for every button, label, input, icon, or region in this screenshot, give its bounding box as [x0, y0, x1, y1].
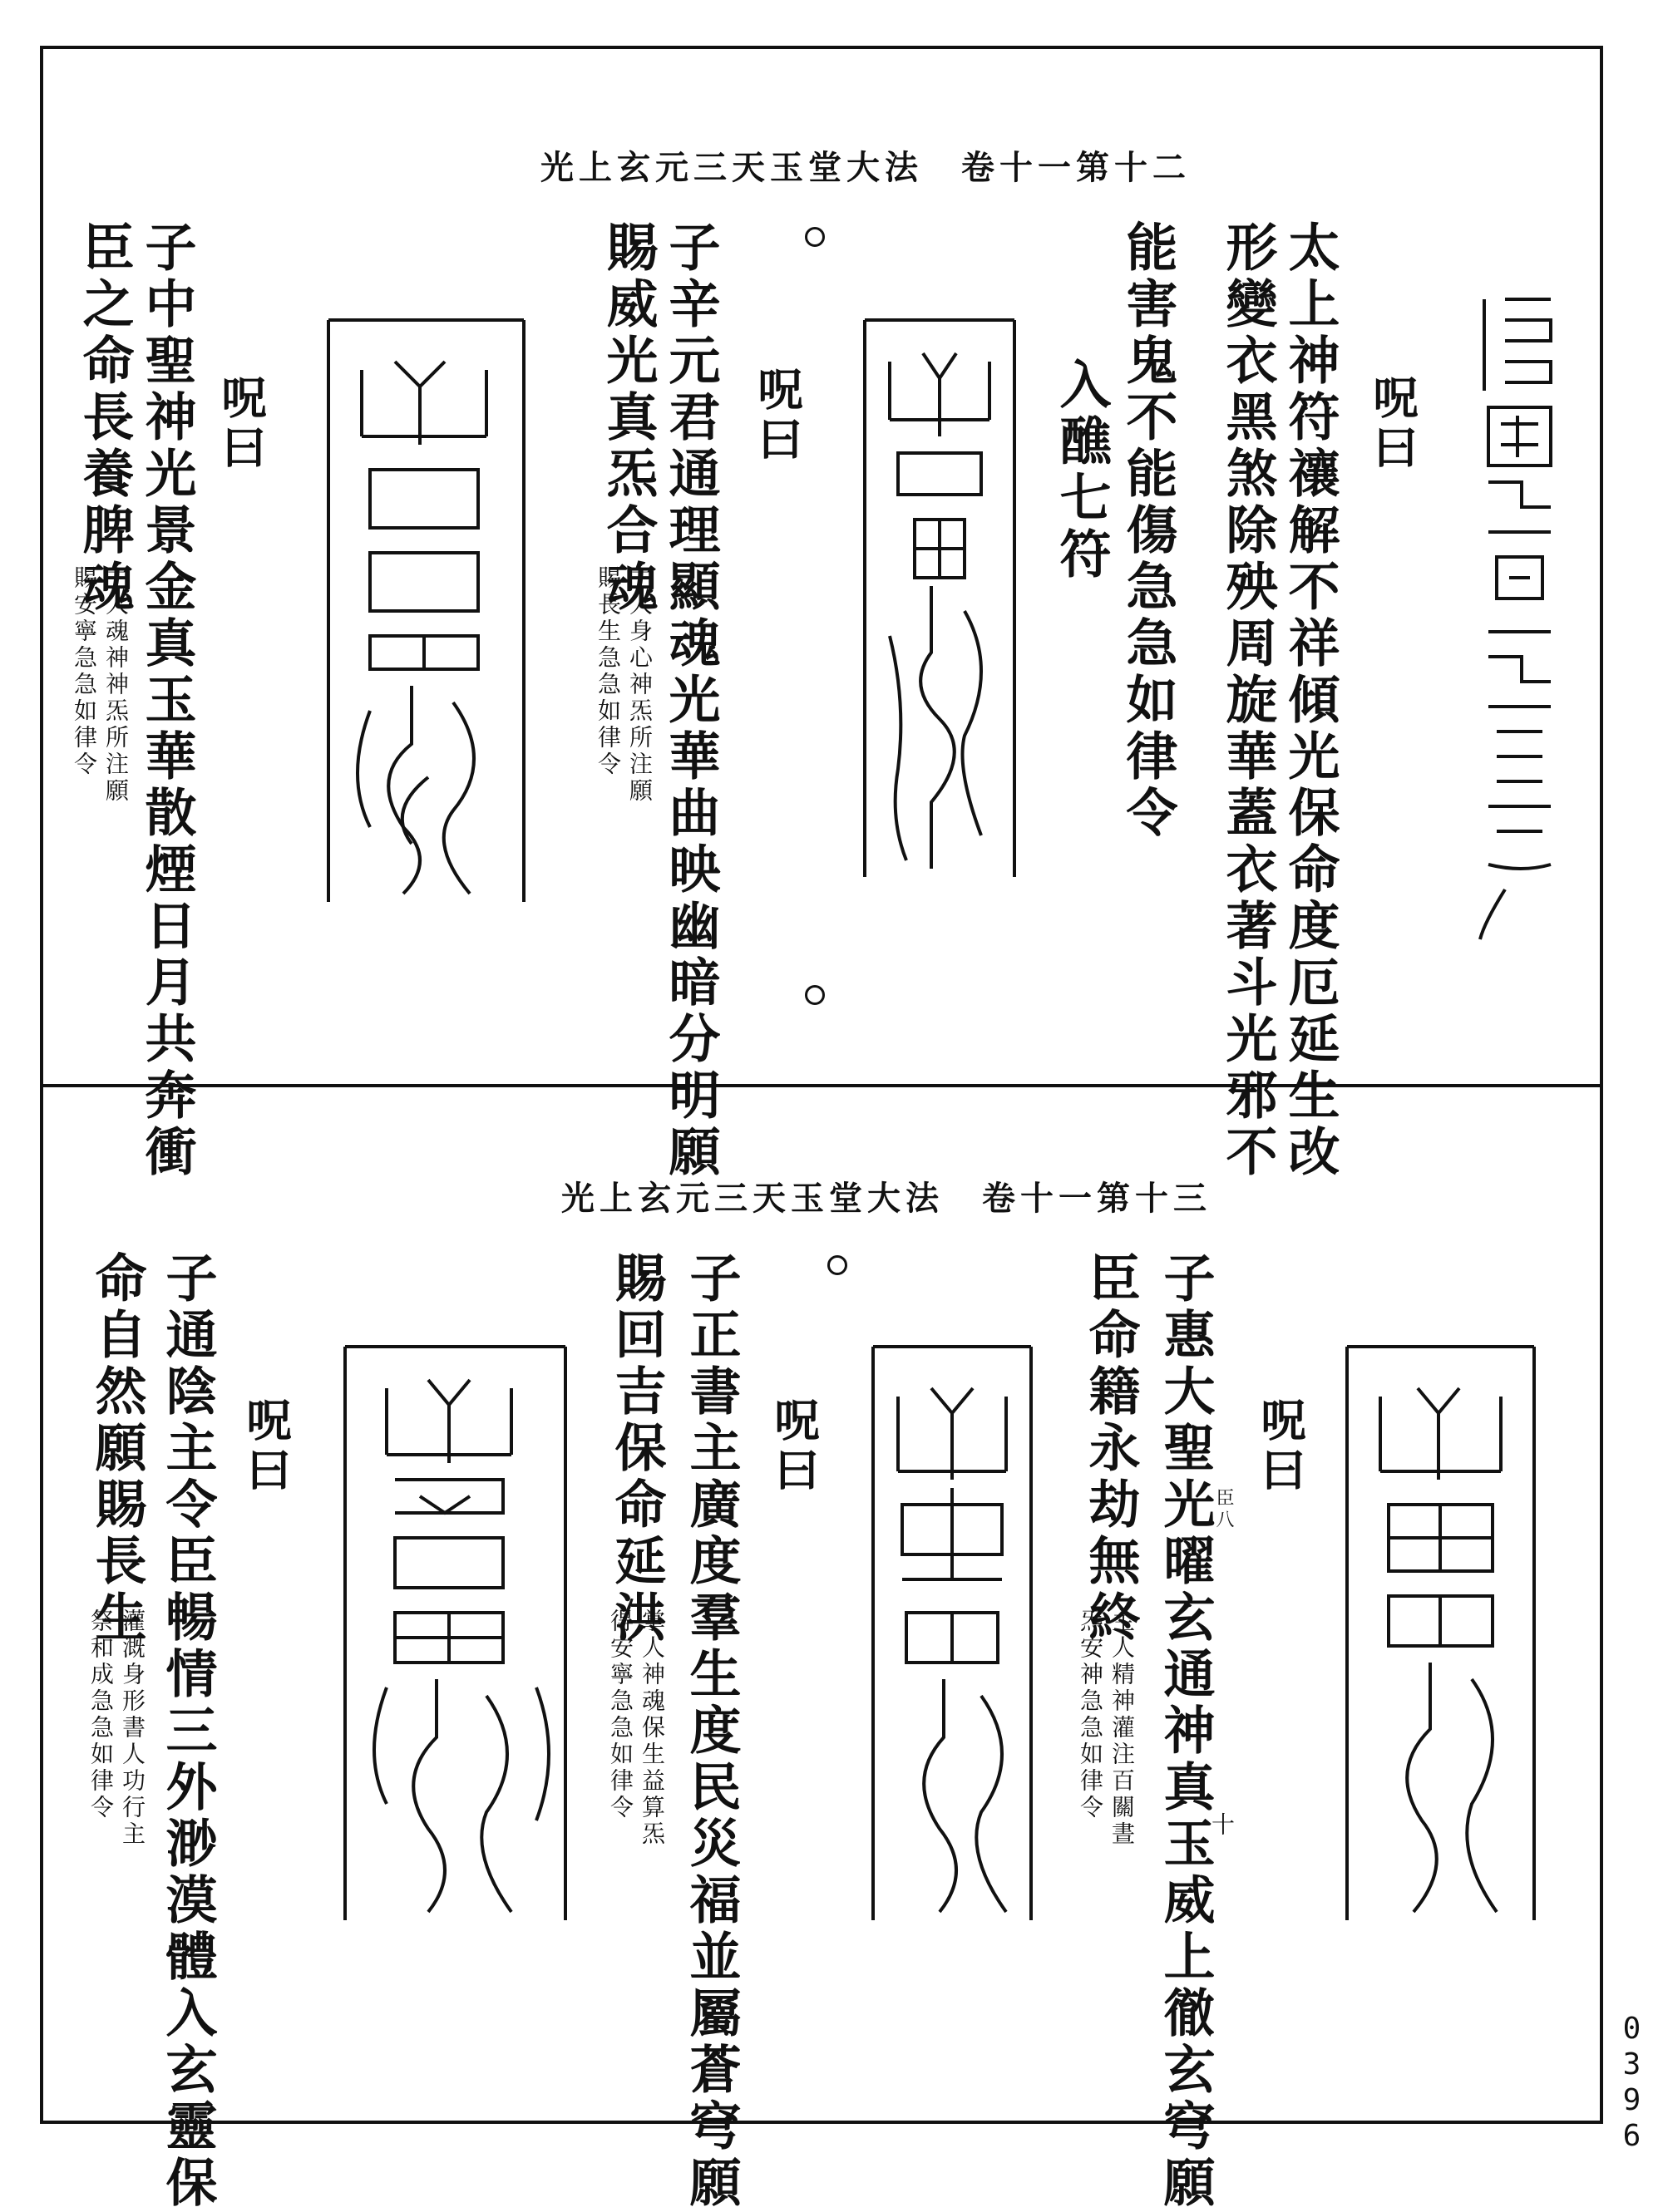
- bottom-s3-note2: 祭和成急急如律令: [87, 1609, 115, 1821]
- top-s3-note1: 主人魂神神炁所注願: [102, 565, 130, 805]
- bottom-s2-line1: 子正書主廣度羣生度民災福並屬蒼穹願: [681, 1251, 742, 2212]
- bottom-s1-mark2: 十: [1208, 1812, 1236, 1839]
- bottom-s1-note2: 炁安神急急如律令: [1077, 1609, 1104, 1821]
- page-divider: [43, 1084, 1600, 1087]
- talisman-top-center: [856, 303, 1023, 885]
- bottom-s2-line2: 賜回吉保命延洪: [606, 1251, 667, 1647]
- top-s1-line1: 太上神符禳解不祥傾光保命度厄延生改: [1280, 220, 1340, 1181]
- top-s1-caption: 入醮七符: [1051, 357, 1112, 584]
- top-s3-line2: 臣之命長養脾魂: [74, 220, 135, 616]
- page-number: 0396: [1615, 2012, 1649, 2155]
- bottom-s1-label: 呪曰: [1254, 1397, 1307, 1496]
- top-s1-label: 呪曰: [1366, 374, 1419, 474]
- top-s1-line3: 能害鬼不能傷急急如律令: [1118, 220, 1178, 842]
- bottom-page-header: 光上玄元三天玉堂大法 卷十一第十三: [561, 1179, 1211, 1218]
- talisman-bottom-center: [865, 1338, 1039, 1937]
- top-s3-label: 呪曰: [215, 374, 268, 474]
- bottom-s2-note1: 掌人神魂保生益算炁: [639, 1609, 666, 1848]
- bottom-s2-label: 呪曰: [767, 1397, 821, 1496]
- top-s2-note1: 主人身心神炁所注願: [626, 565, 654, 805]
- bottom-s3-note1: 灌溉身形書人功行主: [119, 1609, 146, 1848]
- top-page-header: 光上玄元三天玉堂大法 卷十一第十二: [540, 148, 1191, 187]
- bottom-s1-mark1: 臣八: [1213, 1488, 1234, 1531]
- top-s3-line1: 子中聖神光景金真玉華散煙日月共奔衝: [136, 220, 197, 1181]
- top-s2-line1: 子辛元君通理顯魂光華曲映幽暗分明願: [660, 220, 721, 1181]
- top-s1-line2: 形變衣黑煞除殃周旋華蓋衣著斗光邪不: [1217, 220, 1278, 1181]
- top-s2-label: 呪曰: [751, 366, 804, 466]
- bottom-s3-label: 呪曰: [239, 1397, 293, 1496]
- bottom-s3-line2: 命自然願賜長生: [86, 1251, 147, 1647]
- bottom-s1-note1: 主人精神灌注百關晝: [1108, 1609, 1136, 1848]
- top-s3-note2: 賜安寧急急如律令: [71, 565, 98, 778]
- bottom-s1-line1: 子惠大聖光曜玄通神真玉威上徹玄穹願: [1155, 1251, 1216, 2212]
- top-s2-note2: 賜長生急急如律令: [595, 565, 622, 778]
- binding-circle-bottom: [827, 1255, 847, 1275]
- top-s2-line2: 賜威光真炁合魂: [598, 220, 659, 616]
- talisman-seal-glyph: [1472, 291, 1563, 939]
- talisman-bottom-right: [1339, 1338, 1542, 1937]
- talisman-top-left: [320, 312, 532, 910]
- binding-circle-top-1: [805, 227, 825, 247]
- binding-circle-top-2: [805, 985, 825, 1005]
- bottom-s2-note2: 得安寧急急如律令: [607, 1609, 634, 1821]
- bottom-s3-line1: 子通陰主令臣暢情三外渺漠體入玄靈保: [157, 1251, 218, 2212]
- talisman-bottom-left: [337, 1338, 574, 1937]
- bottom-s1-line2: 臣命籍永劫無終: [1080, 1251, 1141, 1647]
